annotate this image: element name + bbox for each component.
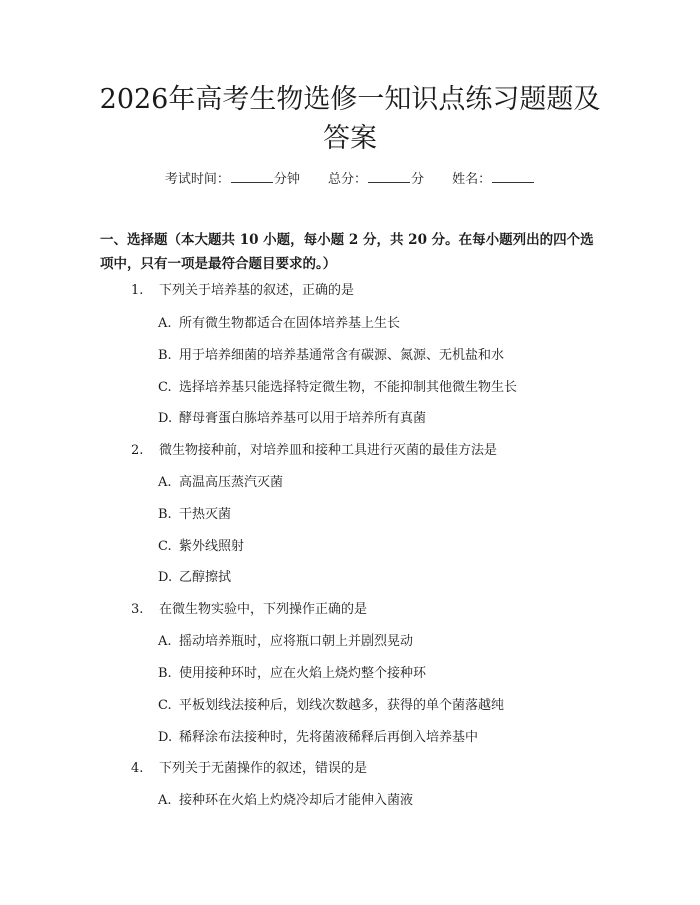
option-text: 干热灭菌 — [179, 507, 232, 522]
option-text: 接种环在火焰上灼烧冷却后才能伸入菌液 — [179, 793, 414, 808]
option-text: 所有微生物都适合在固体培养基上生长 — [179, 316, 401, 331]
option-1a — [158, 314, 400, 334]
total-score-blank — [368, 171, 410, 183]
option-4a — [158, 791, 413, 811]
option-letter: A. — [158, 634, 172, 649]
option-letter: C. — [158, 380, 172, 395]
option-letter: D. — [158, 411, 173, 426]
exam-time-label: 考试时间： — [164, 172, 230, 187]
option-2c — [158, 537, 244, 557]
option-letter: A. — [158, 793, 172, 808]
question-number: 4. — [131, 761, 144, 776]
option-2b — [158, 505, 231, 525]
option-letter: C. — [158, 698, 172, 713]
exam-info-line — [0, 168, 700, 187]
option-letter: D. — [158, 570, 173, 585]
option-text: 紫外线照射 — [179, 539, 245, 554]
option-3c — [158, 696, 504, 716]
option-1d — [158, 409, 426, 429]
option-letter: A. — [158, 316, 172, 331]
option-text: 乙醇擦拭 — [179, 570, 232, 585]
question-text: 在微生物实验中，下列操作正确的是 — [159, 602, 368, 617]
name-field — [452, 168, 535, 187]
name-label: 姓名： — [452, 172, 492, 187]
total-score-label: 总分： — [327, 172, 367, 187]
option-3a — [158, 632, 413, 652]
option-text: 高温高压蒸汽灭菌 — [179, 475, 284, 490]
exam-time-field — [165, 168, 300, 187]
option-3b — [158, 664, 426, 684]
option-1c — [158, 378, 517, 398]
option-letter: A. — [158, 475, 172, 490]
name-blank — [492, 171, 534, 183]
question-1 — [131, 281, 354, 301]
option-letter: B. — [158, 666, 172, 681]
option-text: 选择培养基只能选择特定微生物，不能抑制其他微生物生长 — [179, 380, 518, 395]
option-1b — [158, 346, 504, 366]
option-text: 摇动培养瓶时，应将瓶口朝上并剧烈晃动 — [179, 634, 414, 649]
question-text: 下列关于无菌操作的叙述，错误的是 — [159, 761, 368, 776]
option-letter: B. — [158, 507, 172, 522]
question-text: 下列关于培养基的叙述，正确的是 — [159, 283, 355, 298]
option-letter: B. — [158, 348, 172, 363]
question-number: 1. — [131, 283, 144, 298]
option-2d — [158, 568, 231, 588]
page-title: 2026年高考生物选修一知识点练习题题及答案 — [99, 84, 601, 154]
option-letter: C. — [158, 539, 172, 554]
total-score-unit: 分 — [411, 172, 425, 187]
exam-time-blank — [231, 171, 273, 183]
option-text: 平板划线法接种后，划线次数越多，获得的单个菌落越纯 — [179, 698, 505, 713]
option-text: 用于培养细菌的培养基通常含有碳源、氮源、无机盐和水 — [179, 348, 505, 363]
question-number: 3. — [131, 602, 144, 617]
question-text: 微生物接种前，对培养皿和接种工具进行灭菌的最佳方法是 — [159, 443, 498, 458]
option-2a — [158, 473, 283, 493]
option-text: 稀释涂布法接种时，先将菌液稀释后再倒入培养基中 — [179, 730, 479, 745]
option-text: 酵母膏蛋白胨培养基可以用于培养所有真菌 — [179, 411, 427, 426]
question-3 — [131, 600, 367, 620]
section-heading: 一、选择题（本大题共 10 小题，每小题 2 分，共 20 分。在每小题列出的四个选项中，只有一项是最符合题目要求的。） — [100, 232, 594, 272]
total-score-field — [328, 168, 424, 187]
option-text: 使用接种环时，应在火焰上烧灼整个接种环 — [179, 666, 427, 681]
option-3d — [158, 728, 478, 748]
question-4 — [131, 759, 367, 779]
question-number: 2. — [131, 443, 144, 458]
option-letter: D. — [158, 730, 173, 745]
question-2 — [131, 441, 497, 461]
exam-time-unit: 分钟 — [273, 172, 300, 187]
